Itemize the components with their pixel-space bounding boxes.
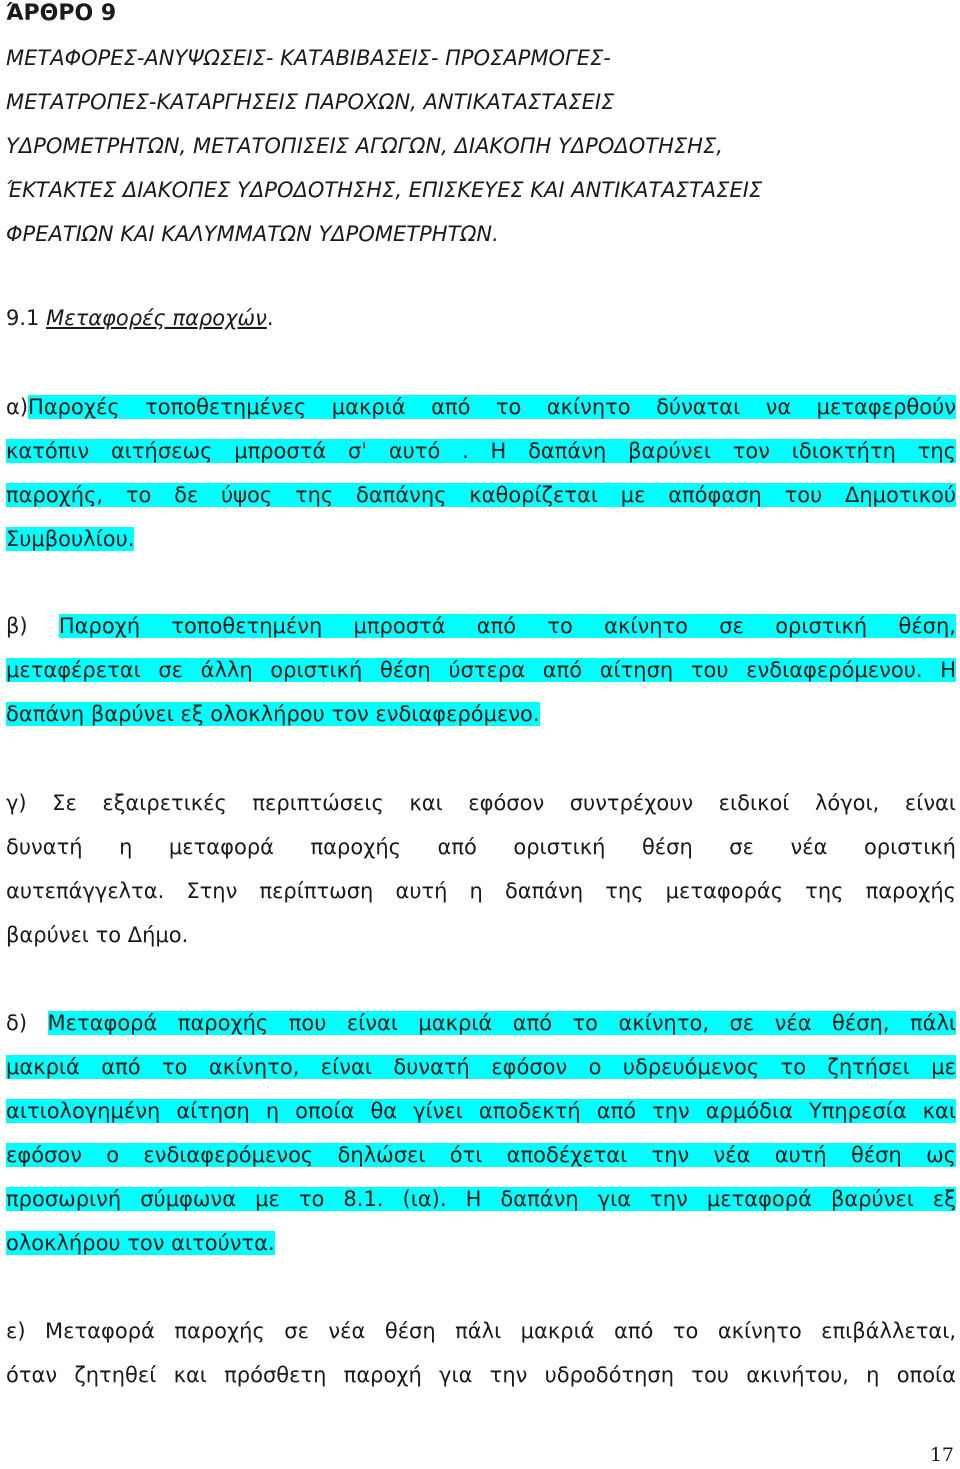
paragraph-line xyxy=(6,604,956,648)
paragraph-line xyxy=(6,1089,956,1133)
paragraph-line xyxy=(6,385,956,429)
article-title: ΆΡΘΡΟ 9 xyxy=(6,1,117,26)
paragraph-line xyxy=(6,1045,956,1089)
paragraph-line xyxy=(6,429,956,473)
highlighted-text: προσωρινή σύμφωνα με το 8.1. (ια). Η δαπάνη για την μεταφορά βαρύνει εξ xyxy=(6,1187,956,1211)
paragraph-line: βαρύνει το Δήμο. xyxy=(6,923,189,947)
subsection-end: . xyxy=(266,306,274,330)
paragraph-line xyxy=(6,1133,956,1177)
highlighted-text: μεταφέρεται σε άλλη οριστική θέση ύστερα από αίτηση του ενδιαφερόμενου. Η xyxy=(6,658,956,682)
highlighted-text: Παροχές τοποθετημένες μακριά από το ακίνητο δύναται να μεταφερθούν xyxy=(28,395,956,419)
paragraph-g xyxy=(6,781,956,957)
article-heading xyxy=(6,36,956,256)
highlighted-text: παροχής, το δε ύψος της δαπάνης καθορίζεται με απόφαση του Δημοτικού xyxy=(6,483,956,507)
heading-line: ΥΔΡΟΜΕΤΡΗΤΩΝ, ΜΕΤΑΤΟΠΙΣΕΙΣ ΑΓΩΓΩΝ, ΔΙΑΚΟΠΗ ΥΔΡΟΔΟΤΗΣΗΣ, xyxy=(6,134,723,158)
paragraph-line xyxy=(6,692,956,736)
heading-line: ΦΡΕΑΤΙΩΝ ΚΑΙ ΚΑΛΥΜΜΑΤΩΝ ΥΔΡΟΜΕΤΡΗΤΩΝ. xyxy=(6,222,499,246)
highlighted-text: Μεταφορά παροχής που είναι μακριά από το ακίνητο, σε νέα θέση, πάλι xyxy=(47,1011,956,1035)
highlighted-text: δαπάνη βαρύνει εξ ολοκλήρου τον ενδιαφερόμενο. xyxy=(6,702,540,726)
paragraph-line: ε) Μεταφορά παροχής σε νέα θέση πάλι μακριά από το ακίνητο επιβάλλεται, xyxy=(6,1319,956,1343)
paragraph-line xyxy=(6,517,956,561)
paragraph-d xyxy=(6,1001,956,1265)
highlighted-text: Παροχή τοποθετημένη μπροστά από το ακίνητο σε οριστική θέση, xyxy=(58,614,956,638)
paragraph-line: αυτεπάγγελτα. Στην περίπτωση αυτή η δαπάνη της μεταφοράς της παροχής xyxy=(6,879,956,903)
highlighted-text: Συμβουλίου. xyxy=(6,527,135,551)
paragraph-a xyxy=(6,385,956,561)
paragraph-line: δυνατή η μεταφορά παροχής από οριστική θέση σε νέα οριστική xyxy=(6,835,956,859)
subsection-number: 9.1 xyxy=(6,306,40,330)
subsection-title: Μεταφορές παροχών xyxy=(46,306,267,330)
paragraph-b xyxy=(6,604,956,736)
paragraph-line xyxy=(6,1177,956,1221)
paragraph-line xyxy=(6,1001,956,1045)
highlighted-text: εφόσον ο ενδιαφερόμενος δηλώσει ότι αποδέχεται την νέα αυτή θέση ως xyxy=(6,1143,956,1167)
paragraph-line xyxy=(6,648,956,692)
highlighted-text: μακριά από το ακίνητο, είναι δυνατή εφόσον ο υδρευόμενος το ζητήσει με xyxy=(6,1055,956,1079)
heading-line: ΜΕΤΑΦΟΡΕΣ-ΑΝΥΨΩΣΕΙΣ- ΚΑΤΑΒΙΒΑΣΕΙΣ- ΠΡΟΣΑΡΜΟΓΕΣ- xyxy=(6,46,611,70)
heading-line: ΜΕΤΑΤΡΟΠΕΣ-ΚΑΤΑΡΓΗΣΕΙΣ ΠΑΡΟΧΩΝ, ΑΝΤΙΚΑΤΑΣΤΑΣΕΙΣ xyxy=(6,90,615,114)
paragraph-label: δ) xyxy=(6,1011,28,1035)
highlighted-text: ολοκλήρου τον αιτούντα. xyxy=(6,1231,275,1255)
highlighted-text: αιτιολογημένη αίτηση η οποία θα γίνει αποδεκτή από την αρμόδια Υπηρεσία και xyxy=(6,1099,956,1123)
paragraph-e xyxy=(6,1309,956,1397)
paragraph-label: β) xyxy=(6,614,28,638)
heading-line: ΈΚΤΑΚΤΕΣ ΔΙΑΚΟΠΕΣ ΥΔΡΟΔΟΤΗΣΗΣ, ΕΠΙΣΚΕΥΕΣ ΚΑΙ ΑΝΤΙΚΑΤΑΣΤΑΣΕΙΣ xyxy=(6,178,763,202)
subsection-heading xyxy=(6,300,274,336)
paragraph-line xyxy=(6,473,956,517)
paragraph-line: γ) Σε εξαιρετικές περιπτώσεις και εφόσον συντρέχουν ειδικοί λόγοι, είναι xyxy=(6,791,956,815)
highlighted-text: κατόπιν αιτήσεως μπροστά σ' αυτό . Η δαπάνη βαρύνει τον ιδιοκτήτη της xyxy=(6,439,956,463)
paragraph-line xyxy=(6,1221,956,1265)
paragraph-label: α) xyxy=(6,395,29,419)
page-number: 17 xyxy=(929,1444,954,1466)
paragraph-line: όταν ζητηθεί και πρόσθετη παροχή για την υδροδότηση του ακινήτου, η οποία xyxy=(6,1363,956,1387)
